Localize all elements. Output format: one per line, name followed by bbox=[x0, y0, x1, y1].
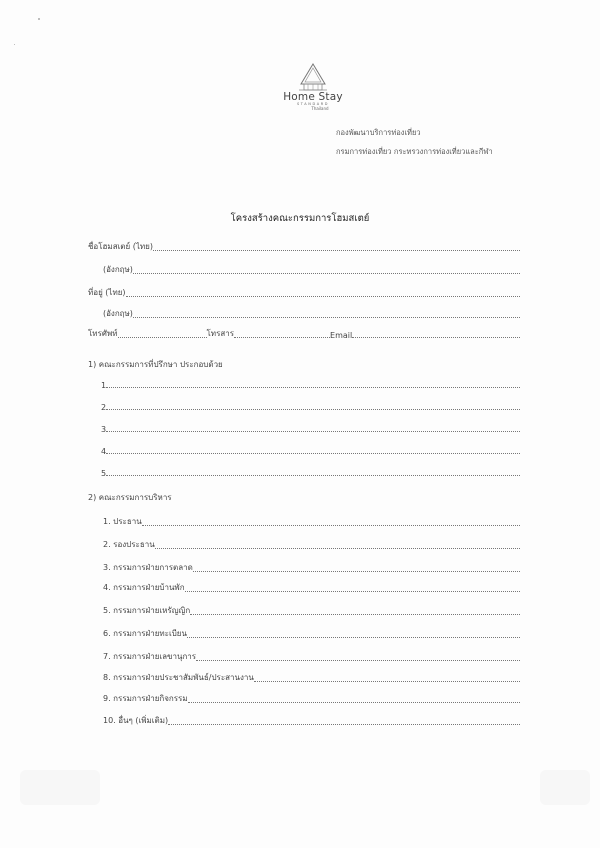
advisor-line-4[interactable] bbox=[101, 447, 520, 456]
role-label: 6. กรรมการฝ่ายทะเบียน bbox=[103, 629, 187, 638]
document-title: โครงสร้างคณะกรรมการโฮมสเตย์ bbox=[230, 213, 370, 224]
fill-line bbox=[133, 317, 520, 318]
section-heading: 2) คณะกรรมการบริหาร bbox=[88, 493, 172, 502]
role-label: 7. กรรมการฝ่ายเลขานุการ bbox=[103, 652, 197, 661]
fill-line bbox=[106, 453, 520, 454]
role-label: 10. อื่นๆ (เพิ่มเติม) bbox=[103, 716, 169, 725]
role-activities-field[interactable] bbox=[103, 692, 520, 705]
fax-input[interactable] bbox=[234, 337, 330, 338]
fill-line bbox=[190, 614, 520, 615]
advisor-line-1[interactable] bbox=[101, 381, 520, 390]
thai-house-logo-icon bbox=[295, 62, 331, 92]
fill-line bbox=[106, 431, 520, 432]
phone-input[interactable] bbox=[118, 337, 207, 338]
fill-line bbox=[188, 702, 520, 703]
phone-label: โทรศัพท์ bbox=[88, 329, 118, 338]
role-chairman-field[interactable] bbox=[103, 515, 520, 528]
fill-line bbox=[168, 724, 520, 725]
field-label: (อังกฤษ) bbox=[103, 265, 133, 274]
fill-line bbox=[153, 250, 520, 251]
role-treasurer-field[interactable] bbox=[103, 604, 520, 617]
scan-speck bbox=[38, 18, 40, 20]
role-secretary-field[interactable] bbox=[103, 650, 520, 663]
contact-row bbox=[88, 327, 520, 340]
role-label: 9. กรรมการฝ่ายกิจกรรม bbox=[103, 694, 188, 703]
line-number: 2 bbox=[101, 403, 107, 412]
role-label: 1. ประธาน bbox=[103, 517, 142, 526]
executive-committee-heading bbox=[88, 491, 172, 504]
field-label: (อังกฤษ) bbox=[103, 309, 133, 318]
line-number: 4 bbox=[101, 447, 107, 456]
advisor-line-2[interactable] bbox=[101, 403, 520, 412]
field-label: ชื่อโฮมสเตย์ (ไทย) bbox=[88, 242, 153, 251]
logo-brand-text: Home Stay bbox=[283, 91, 343, 103]
role-public-relations-field[interactable] bbox=[103, 671, 520, 684]
homestay-logo bbox=[282, 62, 344, 118]
logo-country-text: Thailand bbox=[311, 106, 329, 111]
fill-line bbox=[106, 409, 520, 410]
homestay-name-th-field[interactable] bbox=[88, 240, 520, 253]
address-th-field[interactable] bbox=[88, 286, 520, 299]
scan-speck bbox=[14, 44, 15, 45]
role-label: 8. กรรมการฝ่ายประชาสัมพันธ์/ประสานงาน bbox=[103, 673, 254, 682]
homestay-name-en-field[interactable] bbox=[103, 263, 520, 276]
logo-standard-text: STANDARD bbox=[296, 102, 330, 106]
role-lodging-field[interactable] bbox=[103, 581, 520, 594]
fill-line bbox=[193, 571, 520, 572]
address-en-field[interactable] bbox=[103, 307, 520, 320]
advisory-committee-heading bbox=[88, 358, 223, 371]
email-input[interactable] bbox=[352, 337, 520, 338]
advisor-line-3[interactable] bbox=[101, 425, 520, 434]
role-marketing-field[interactable] bbox=[103, 561, 520, 574]
fax-label: โทรสาร bbox=[206, 329, 235, 338]
fill-line bbox=[133, 273, 520, 274]
role-label: 5. กรรมการฝ่ายเหรัญญิก bbox=[103, 606, 191, 615]
role-other-field[interactable] bbox=[103, 714, 520, 727]
fill-line bbox=[254, 681, 520, 682]
fill-line bbox=[187, 637, 520, 638]
fill-line bbox=[142, 525, 520, 526]
role-label: 2. รองประธาน bbox=[103, 540, 155, 549]
role-label: 3. กรรมการฝ่ายการตลาด bbox=[103, 563, 193, 572]
line-number: 1 bbox=[101, 381, 107, 390]
role-registrar-field[interactable] bbox=[103, 627, 520, 640]
fill-line bbox=[126, 296, 520, 297]
fill-line bbox=[196, 660, 520, 661]
field-label: ที่อยู่ (ไทย) bbox=[88, 288, 126, 297]
section-heading: 1) คณะกรรมการที่ปรึกษา ประกอบด้วย bbox=[88, 360, 223, 369]
line-number: 5 bbox=[101, 469, 107, 478]
advisor-line-5[interactable] bbox=[101, 469, 520, 478]
fill-line bbox=[106, 475, 520, 476]
scan-bleed-mark bbox=[540, 770, 590, 805]
role-label: 4. กรรมการฝ่ายบ้านพัก bbox=[103, 583, 185, 592]
scan-bleed-mark bbox=[20, 770, 100, 805]
fill-line bbox=[155, 548, 520, 549]
fill-line bbox=[185, 591, 520, 592]
line-number: 3 bbox=[101, 425, 107, 434]
agency-division: กองพัฒนาบริการท่องเที่ยว bbox=[336, 128, 421, 137]
email-label: Email bbox=[330, 331, 353, 340]
fill-line bbox=[106, 387, 520, 388]
agency-department: กรมการท่องเที่ยว กระทรวงการท่องเที่ยวและกีฬา bbox=[336, 147, 493, 156]
role-vice-chairman-field[interactable] bbox=[103, 538, 520, 551]
